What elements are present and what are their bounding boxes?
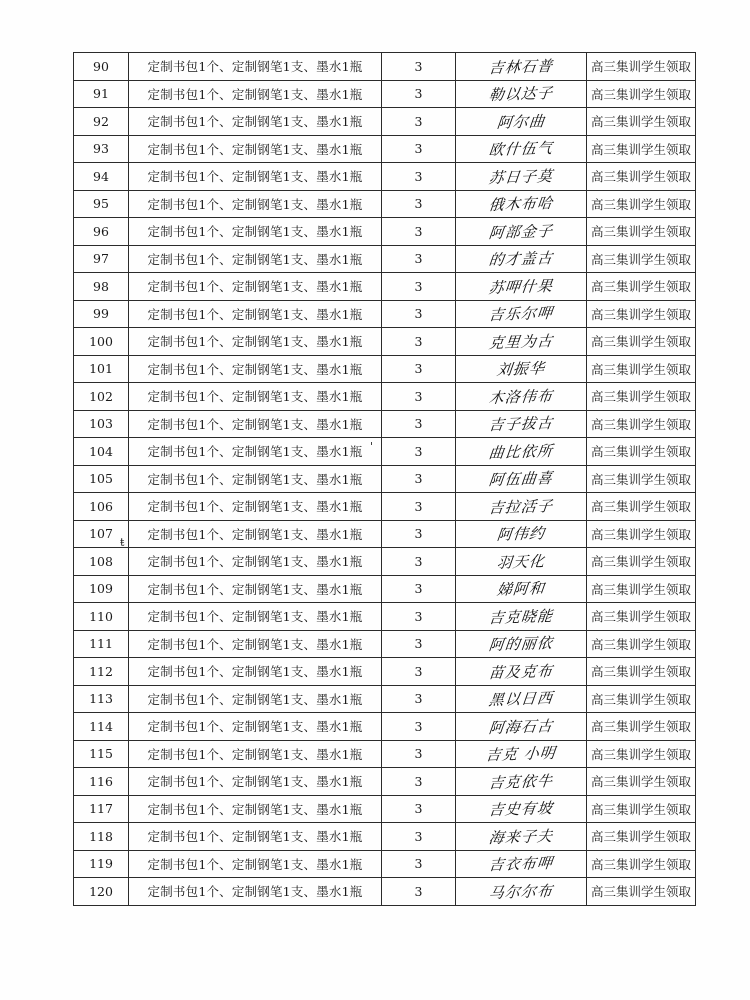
- row-quantity: 3: [382, 685, 456, 713]
- row-signature: [456, 218, 587, 246]
- table-row: [74, 218, 696, 246]
- row-items: 定制书包1个、定制钢笔1支、墨水1瓶: [129, 53, 382, 81]
- row-items: 定制书包1个、定制钢笔1支、墨水1瓶: [129, 190, 382, 218]
- row-note: 高三集训学生领取: [587, 163, 696, 191]
- table-row: [74, 548, 696, 576]
- handwritten-signature: 马尔尔布: [487, 881, 555, 902]
- handwritten-signature: 欧什伍气: [487, 139, 555, 160]
- table-row: [74, 740, 696, 768]
- row-number: 115: [74, 740, 129, 768]
- row-quantity: 3: [382, 355, 456, 383]
- table-row: [74, 878, 696, 906]
- row-items: 定制书包1个、定制钢笔1支、墨水1瓶: [129, 493, 382, 521]
- row-items: 定制书包1个、定制钢笔1支、墨水1瓶: [129, 273, 382, 301]
- handwritten-signature: 吉史有坡: [487, 799, 555, 820]
- row-signature: [456, 685, 587, 713]
- table-row: [74, 300, 696, 328]
- row-signature: [456, 878, 587, 906]
- table-row: [74, 795, 696, 823]
- table-row: [74, 355, 696, 383]
- row-number: 105: [74, 465, 129, 493]
- row-signature: [456, 410, 587, 438]
- handwritten-signature: 海来子夫: [487, 826, 555, 847]
- table-row: [74, 163, 696, 191]
- row-quantity: 3: [382, 383, 456, 411]
- row-signature: [456, 493, 587, 521]
- row-signature: [456, 603, 587, 631]
- row-quantity: 3: [382, 713, 456, 741]
- row-quantity: 3: [382, 520, 456, 548]
- row-signature: [456, 850, 587, 878]
- row-number: 95: [74, 190, 129, 218]
- handwritten-signature: 阿伍曲喜: [487, 469, 555, 490]
- row-items: 定制书包1个、定制钢笔1支、墨水1瓶: [129, 575, 382, 603]
- row-note: 高三集训学生领取: [587, 273, 696, 301]
- table-row: [74, 328, 696, 356]
- table-row: [74, 438, 696, 466]
- handwritten-signature: 娣阿和: [495, 579, 547, 600]
- handwritten-signature: 羽天化: [495, 551, 547, 572]
- pen-mark: ŧ: [120, 536, 125, 549]
- row-quantity: 3: [382, 135, 456, 163]
- row-items: 定制书包1个、定制钢笔1支、墨水1瓶: [129, 355, 382, 383]
- table-row: [74, 135, 696, 163]
- handwritten-signature: 黑以日西: [487, 689, 555, 710]
- row-note: 高三集训学生领取: [587, 630, 696, 658]
- row-quantity: 3: [382, 438, 456, 466]
- row-quantity: 3: [382, 768, 456, 796]
- row-items: 定制书包1个、定制钢笔1支、墨水1瓶: [129, 768, 382, 796]
- row-quantity: 3: [382, 548, 456, 576]
- row-note: 高三集训学生领取: [587, 383, 696, 411]
- row-number: 90: [74, 53, 129, 81]
- table-row: [74, 823, 696, 851]
- table-row: [74, 410, 696, 438]
- row-quantity: 3: [382, 740, 456, 768]
- row-number: 91: [74, 80, 129, 108]
- handwritten-signature: 吉衣布呷: [487, 854, 555, 875]
- row-note: 高三集训学生领取: [587, 878, 696, 906]
- row-signature: [456, 548, 587, 576]
- row-signature: [456, 383, 587, 411]
- row-note: 高三集训学生领取: [587, 493, 696, 521]
- table-row: [74, 108, 696, 136]
- row-quantity: 3: [382, 273, 456, 301]
- handwritten-signature: 吉克依牛: [487, 771, 555, 792]
- row-signature: [456, 273, 587, 301]
- handwritten-signature: 吉克 小明: [484, 744, 557, 765]
- row-note: 高三集训学生领取: [587, 575, 696, 603]
- table-row: [74, 658, 696, 686]
- row-number: 117: [74, 795, 129, 823]
- row-signature: [456, 795, 587, 823]
- row-note: 高三集训学生领取: [587, 328, 696, 356]
- row-items: 定制书包1个、定制钢笔1支、墨水1瓶: [129, 135, 382, 163]
- row-signature: [456, 438, 587, 466]
- handwritten-signature: 克里为古: [487, 331, 555, 352]
- row-items: 定制书包1个、定制钢笔1支、墨水1瓶: [129, 383, 382, 411]
- row-quantity: 3: [382, 80, 456, 108]
- row-items: 定制书包1个、定制钢笔1支、墨水1瓶: [129, 300, 382, 328]
- row-quantity: 3: [382, 603, 456, 631]
- row-quantity: 3: [382, 163, 456, 191]
- table-row: [74, 383, 696, 411]
- row-signature: [456, 740, 587, 768]
- row-items: 定制书包1个、定制钢笔1支、墨水1瓶: [129, 163, 382, 191]
- row-quantity: 3: [382, 53, 456, 81]
- table-row: [74, 245, 696, 273]
- handwritten-signature: 阿伟约: [495, 524, 547, 545]
- row-signature: [456, 53, 587, 81]
- row-signature: [456, 80, 587, 108]
- row-number: 108: [74, 548, 129, 576]
- row-quantity: 3: [382, 878, 456, 906]
- handwritten-signature: 曲比依所: [487, 441, 555, 462]
- row-number: 93: [74, 135, 129, 163]
- row-number: 113: [74, 685, 129, 713]
- row-items: 定制书包1个、定制钢笔1支、墨水1瓶: [129, 218, 382, 246]
- row-quantity: 3: [382, 850, 456, 878]
- row-items: 定制书包1个、定制钢笔1支、墨水1瓶: [129, 438, 382, 466]
- row-note: 高三集训学生领取: [587, 768, 696, 796]
- row-signature: [456, 630, 587, 658]
- row-items: 定制书包1个、定制钢笔1支、墨水1瓶: [129, 823, 382, 851]
- row-signature: [456, 108, 587, 136]
- row-signature: [456, 465, 587, 493]
- row-signature: [456, 768, 587, 796]
- row-note: 高三集训学生领取: [587, 53, 696, 81]
- handwritten-signature: 的才盖古: [487, 249, 555, 270]
- row-note: 高三集训学生领取: [587, 410, 696, 438]
- table-row: [74, 575, 696, 603]
- row-items: 定制书包1个、定制钢笔1支、墨水1瓶: [129, 520, 382, 548]
- row-quantity: 3: [382, 218, 456, 246]
- row-note: 高三集训学生领取: [587, 823, 696, 851]
- handwritten-signature: 苏呷什果: [487, 276, 555, 297]
- row-number: 94: [74, 163, 129, 191]
- row-items: 定制书包1个、定制钢笔1支、墨水1瓶: [129, 328, 382, 356]
- row-items: 定制书包1个、定制钢笔1支、墨水1瓶: [129, 548, 382, 576]
- row-quantity: 3: [382, 795, 456, 823]
- handwritten-signature: 阿尔曲: [495, 111, 547, 132]
- row-quantity: 3: [382, 630, 456, 658]
- row-number: 120: [74, 878, 129, 906]
- handwritten-signature: 吉拉活子: [487, 496, 555, 517]
- row-number: 98: [74, 273, 129, 301]
- table-row: [74, 273, 696, 301]
- row-quantity: 3: [382, 300, 456, 328]
- row-note: 高三集训学生领取: [587, 520, 696, 548]
- row-number: 92: [74, 108, 129, 136]
- table-row: [74, 603, 696, 631]
- table-row: [74, 685, 696, 713]
- row-signature: [456, 575, 587, 603]
- row-signature: [456, 135, 587, 163]
- row-items: 定制书包1个、定制钢笔1支、墨水1瓶: [129, 108, 382, 136]
- handwritten-signature: 俄木布哈: [487, 194, 555, 215]
- row-number: 99: [74, 300, 129, 328]
- row-signature: [456, 355, 587, 383]
- row-items: 定制书包1个、定制钢笔1支、墨水1瓶: [129, 245, 382, 273]
- handwritten-signature: 勒以达子: [487, 84, 555, 105]
- row-note: 高三集训学生领取: [587, 80, 696, 108]
- row-items: 定制书包1个、定制钢笔1支、墨水1瓶: [129, 795, 382, 823]
- row-number: 116: [74, 768, 129, 796]
- row-quantity: 3: [382, 190, 456, 218]
- handwritten-signature: 吉克晓能: [487, 606, 555, 627]
- table-row: [74, 850, 696, 878]
- row-quantity: 3: [382, 493, 456, 521]
- row-quantity: 3: [382, 108, 456, 136]
- handwritten-signature: 阿的丽依: [487, 634, 555, 655]
- handwritten-signature: 苗及克布: [487, 661, 555, 682]
- row-number: 104: [74, 438, 129, 466]
- row-items: 定制书包1个、定制钢笔1支、墨水1瓶: [129, 630, 382, 658]
- row-note: 高三集训学生领取: [587, 713, 696, 741]
- row-note: 高三集训学生领取: [587, 465, 696, 493]
- row-number: 96: [74, 218, 129, 246]
- row-number: 109: [74, 575, 129, 603]
- row-number: 97: [74, 245, 129, 273]
- row-note: 高三集训学生领取: [587, 603, 696, 631]
- row-signature: [456, 328, 587, 356]
- table-row: [74, 493, 696, 521]
- row-number: 102: [74, 383, 129, 411]
- row-note: 高三集训学生领取: [587, 685, 696, 713]
- row-signature: [456, 163, 587, 191]
- handwritten-signature: 苏日子莫: [487, 166, 555, 187]
- roster-body: [74, 53, 696, 906]
- row-items: 定制书包1个、定制钢笔1支、墨水1瓶: [129, 603, 382, 631]
- row-number: 118: [74, 823, 129, 851]
- table-row: [74, 520, 696, 548]
- row-signature: [456, 245, 587, 273]
- table-row: [74, 53, 696, 81]
- row-items: 定制书包1个、定制钢笔1支、墨水1瓶: [129, 878, 382, 906]
- table-row: [74, 80, 696, 108]
- row-number: 110: [74, 603, 129, 631]
- pen-mark: ': [370, 440, 374, 453]
- handwritten-signature: 吉子拔古: [487, 414, 555, 435]
- table-row: [74, 190, 696, 218]
- table-row: [74, 713, 696, 741]
- row-note: 高三集训学生领取: [587, 438, 696, 466]
- row-quantity: 3: [382, 328, 456, 356]
- handwritten-signature: 吉乐尔呷: [487, 304, 555, 325]
- row-quantity: 3: [382, 465, 456, 493]
- row-note: 高三集训学生领取: [587, 740, 696, 768]
- row-signature: [456, 713, 587, 741]
- row-number: 107: [74, 520, 129, 548]
- row-note: 高三集训学生领取: [587, 135, 696, 163]
- handwritten-signature: 阿部金子: [487, 221, 555, 242]
- row-items: 定制书包1个、定制钢笔1支、墨水1瓶: [129, 465, 382, 493]
- row-note: 高三集训学生领取: [587, 548, 696, 576]
- row-items: 定制书包1个、定制钢笔1支、墨水1瓶: [129, 740, 382, 768]
- row-signature: [456, 190, 587, 218]
- row-signature: [456, 823, 587, 851]
- row-note: 高三集训学生领取: [587, 795, 696, 823]
- row-note: 高三集训学生领取: [587, 218, 696, 246]
- row-quantity: 3: [382, 245, 456, 273]
- row-quantity: 3: [382, 575, 456, 603]
- row-note: 高三集训学生领取: [587, 850, 696, 878]
- row-quantity: 3: [382, 658, 456, 686]
- row-number: 112: [74, 658, 129, 686]
- row-number: 101: [74, 355, 129, 383]
- row-items: 定制书包1个、定制钢笔1支、墨水1瓶: [129, 658, 382, 686]
- row-items: 定制书包1个、定制钢笔1支、墨水1瓶: [129, 410, 382, 438]
- table-row: [74, 465, 696, 493]
- row-items: 定制书包1个、定制钢笔1支、墨水1瓶: [129, 685, 382, 713]
- row-number: 111: [74, 630, 129, 658]
- row-quantity: 3: [382, 823, 456, 851]
- row-number: 100: [74, 328, 129, 356]
- row-signature: [456, 300, 587, 328]
- row-number: 114: [74, 713, 129, 741]
- row-number: 103: [74, 410, 129, 438]
- row-items: 定制书包1个、定制钢笔1支、墨水1瓶: [129, 80, 382, 108]
- handwritten-signature: 木洛伟布: [487, 386, 555, 407]
- row-items: 定制书包1个、定制钢笔1支、墨水1瓶: [129, 850, 382, 878]
- row-note: 高三集训学生领取: [587, 190, 696, 218]
- table-row: [74, 768, 696, 796]
- row-note: 高三集训学生领取: [587, 245, 696, 273]
- handwritten-signature: 刘振华: [495, 359, 547, 380]
- row-signature: [456, 520, 587, 548]
- row-note: 高三集训学生领取: [587, 658, 696, 686]
- row-items: 定制书包1个、定制钢笔1支、墨水1瓶: [129, 713, 382, 741]
- handwritten-signature: 吉林石普: [487, 56, 555, 77]
- handwritten-signature: 阿海石古: [487, 716, 555, 737]
- row-note: 高三集训学生领取: [587, 355, 696, 383]
- row-note: 高三集训学生领取: [587, 108, 696, 136]
- row-signature: [456, 658, 587, 686]
- row-number: 119: [74, 850, 129, 878]
- table-row: [74, 630, 696, 658]
- distribution-roster-table: [73, 52, 696, 906]
- row-quantity: 3: [382, 410, 456, 438]
- row-number: 106: [74, 493, 129, 521]
- row-note: 高三集训学生领取: [587, 300, 696, 328]
